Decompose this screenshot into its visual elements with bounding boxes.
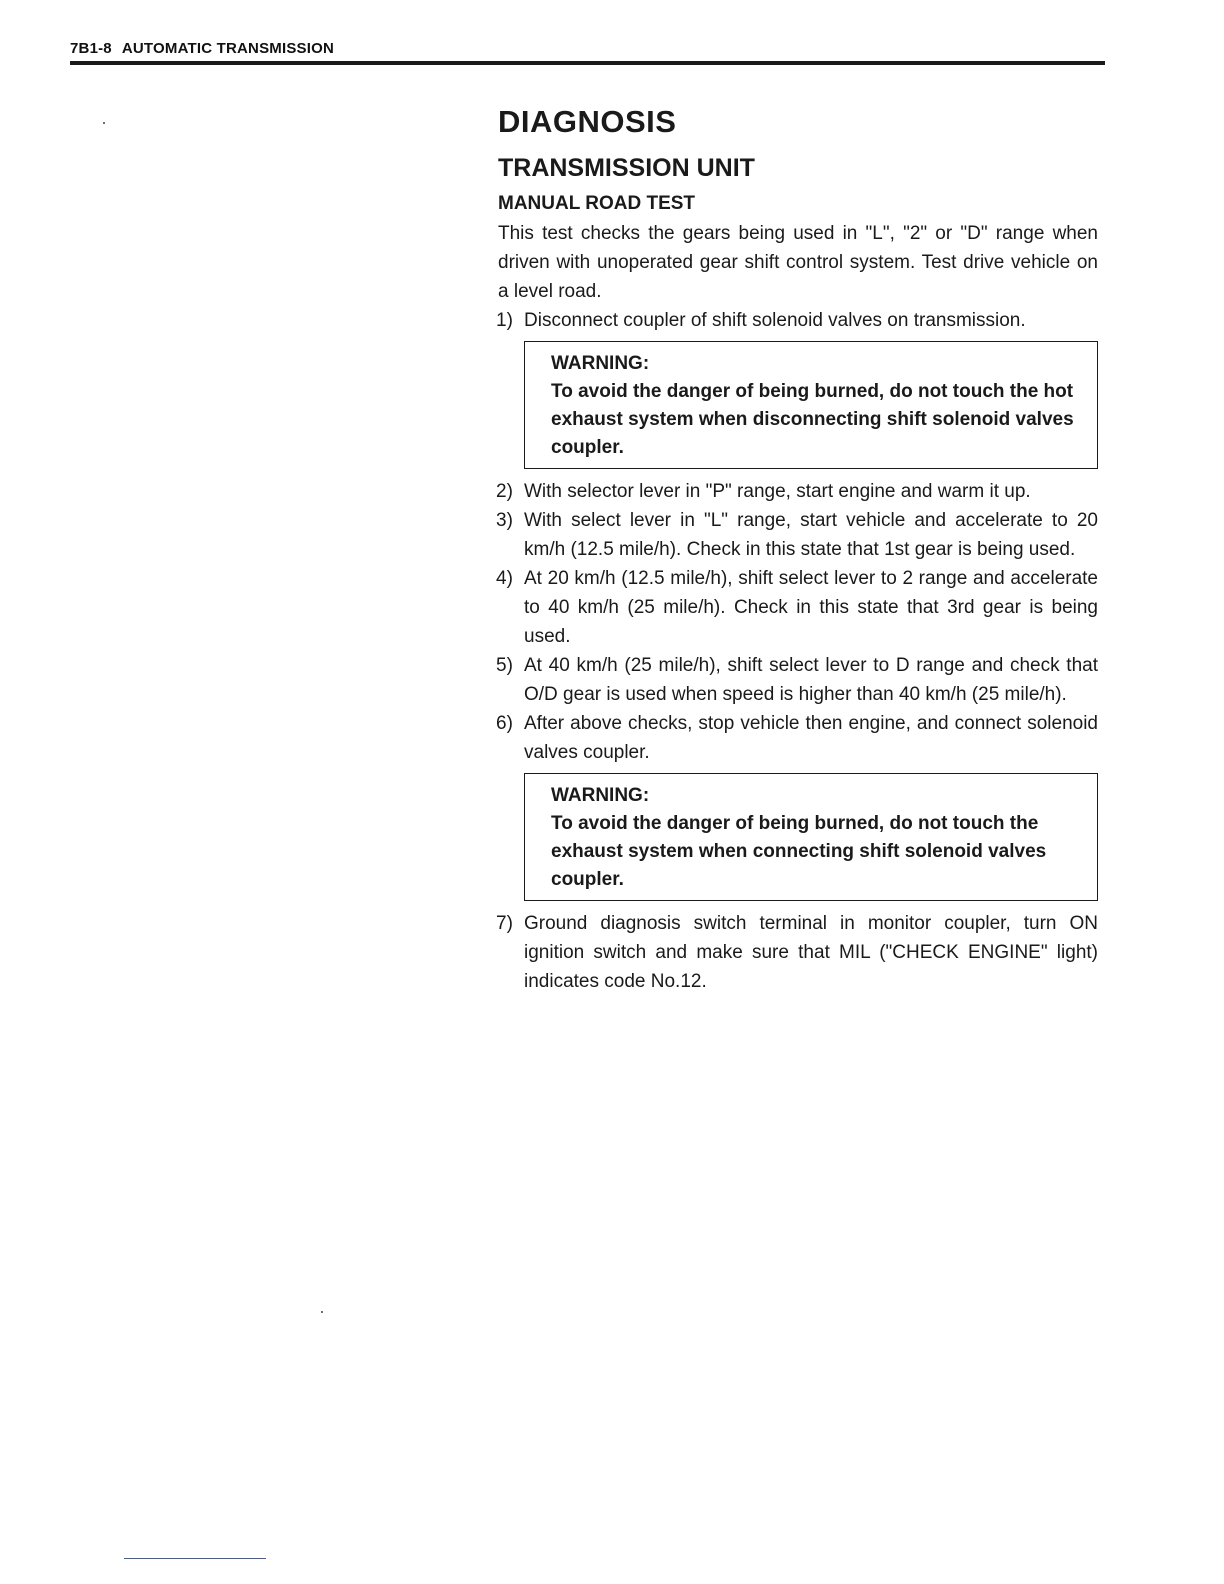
warning-box <box>524 773 1098 901</box>
running-header <box>70 40 1105 57</box>
step-number: 6) <box>496 713 513 734</box>
step-number: 4) <box>496 568 513 589</box>
warning-box <box>524 341 1098 469</box>
step-item <box>498 306 1098 335</box>
step-number: 1) <box>496 310 513 331</box>
step-item <box>498 564 1098 651</box>
step-number: 3) <box>496 510 513 531</box>
step-number: 2) <box>496 481 513 502</box>
page-number: 7B1-8 <box>70 40 112 57</box>
warning-title: WARNING: <box>551 353 650 374</box>
step-text: Ground diagnosis switch terminal in monitor coupler, turn ON ignition switch and make sure that MIL ("CHECK ENGINE" light) indicates code No.12. <box>524 913 1098 992</box>
step-text: With select lever in "L" range, start vehicle and accelerate to 20 km/h (12.5 mile/h). Check in this state that 1st gear is being used. <box>524 510 1098 560</box>
step-list <box>498 477 1098 767</box>
warning-text: To avoid the danger of being burned, do not touch the exhaust system when connecting shift solenoid valves coupler. <box>551 813 1047 890</box>
main-content <box>498 104 1098 996</box>
page-header <box>70 40 1105 65</box>
section-heading: MANUAL ROAD TEST <box>498 193 696 214</box>
step-list <box>498 306 1098 335</box>
step-text: With selector lever in "P" range, start engine and warm it up. <box>524 481 1031 502</box>
step-item <box>498 506 1098 564</box>
page-title: DIAGNOSIS <box>498 104 677 139</box>
warning-text: To avoid the danger of being burned, do not touch the hot exhaust system when disconnecting shift solenoid valves coupler. <box>551 381 1074 458</box>
step-item <box>498 477 1098 506</box>
step-item <box>498 651 1098 709</box>
section-title: AUTOMATIC TRANSMISSION <box>121 40 335 57</box>
step-item <box>498 709 1098 767</box>
step-item <box>498 909 1098 996</box>
step-number: 5) <box>496 655 513 676</box>
step-list <box>498 909 1098 996</box>
step-number: 7) <box>496 913 513 934</box>
step-text: At 40 km/h (25 mile/h), shift select lever to D range and check that O/D gear is used when speed is higher than 40 km/h (25 mile/h). <box>524 655 1098 705</box>
footer-rule <box>124 1558 266 1559</box>
section-subtitle: TRANSMISSION UNIT <box>498 154 755 182</box>
scan-speck <box>321 1311 323 1313</box>
step-text: At 20 km/h (12.5 mile/h), shift select lever to 2 range and accelerate to 40 km/h (25 mile/h). Check in this state that 3rd gear is being used. <box>524 568 1098 647</box>
header-rule <box>70 61 1105 65</box>
step-text: Disconnect coupler of shift solenoid valves on transmission. <box>524 310 1026 331</box>
intro-paragraph: This test checks the gears being used in "L", "2" or "D" range when driven with unoperated gear shift control system. Test drive vehicle on a level road. <box>498 223 1098 302</box>
scan-speck <box>103 122 105 124</box>
step-text: After above checks, stop vehicle then engine, and connect solenoid valves coupler. <box>524 713 1098 763</box>
warning-title: WARNING: <box>551 785 650 806</box>
